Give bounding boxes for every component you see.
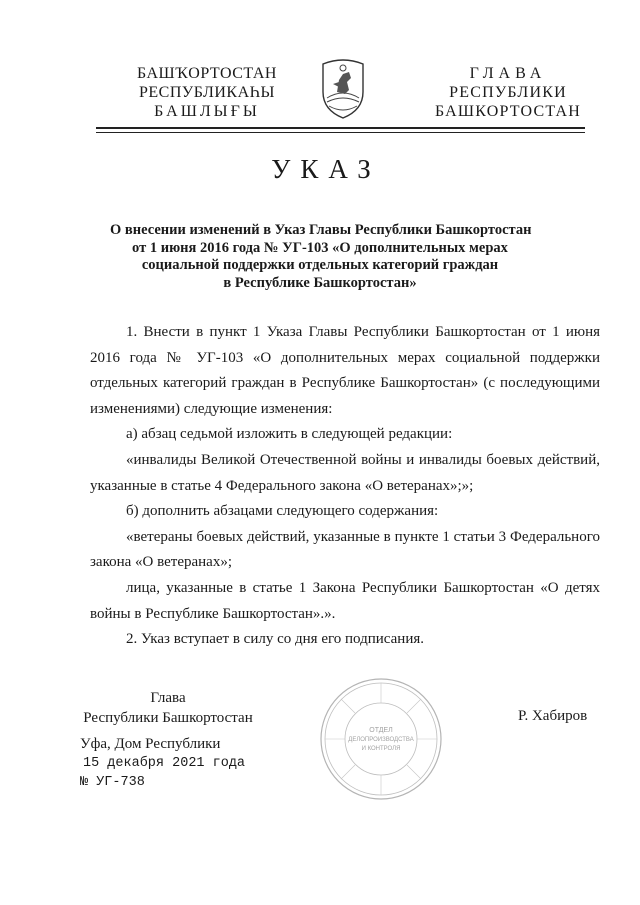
header-divider-thin xyxy=(96,132,585,133)
paragraph-a-text: «инвалиды Великой Отечественной войны и инвалиды боевых действий, указанные в статье 4 Федерального закона «О ветеранах»;»; xyxy=(90,451,600,494)
issue-place: Уфа, Дом Республики xyxy=(80,736,221,752)
post-line: Республики Башкортостан xyxy=(83,710,253,726)
header-left-line: РЕСПУБЛИКАҺЫ xyxy=(139,84,275,101)
seal-inner-text: ОТДЕЛ xyxy=(369,727,393,734)
seal-inner-text: ДЕЛОПРОИЗВОДСТВА xyxy=(348,737,414,743)
paragraph-1: 1. Внести в пункт 1 Указа Главы Республики Башкортостан от 1 июня 2016 года № УГ-103 «О дополнительных мерах социальной поддержки отдельных категорий граждан в Республике Башкортостан» (с последующими изменениями) следующие изменения: xyxy=(90,324,600,417)
header-left-line: БАШҠОРТОСТАН xyxy=(137,65,277,82)
header-left-block xyxy=(127,64,287,121)
subject-line: от 1 июня 2016 года № УГ-103 «О дополнительных мерах xyxy=(132,239,508,256)
header-right-block xyxy=(428,64,588,121)
document-title: УКАЗ xyxy=(271,154,381,184)
signatory-post xyxy=(80,688,256,728)
paragraph-b-text-1: «ветераны боевых действий, указанные в пункте 1 статьи 3 Федерального закона «О ветеранах»; xyxy=(90,528,600,571)
subject-line: в Республике Башкортостан» xyxy=(223,274,417,291)
bashkortostan-emblem-icon xyxy=(319,58,367,120)
decree-subject xyxy=(110,222,530,292)
header-right-line: ГЛАВА xyxy=(469,65,547,82)
header-right-line: БАШКОРТОСТАН xyxy=(434,103,582,120)
paragraph-2: 2. Указ вступает в силу со дня его подписания. xyxy=(126,631,424,648)
post-line: Глава xyxy=(150,690,186,706)
seal-inner-text: И КОНТРОЛЯ xyxy=(361,746,401,752)
decree-body xyxy=(90,320,600,653)
issue-date: 15 декабря 2021 года xyxy=(83,756,246,771)
signatory-name: Р. Хабиров xyxy=(518,708,588,724)
official-seal-stamp xyxy=(318,676,444,802)
header-divider-thick xyxy=(96,127,585,129)
paragraph-a: а) абзац седьмой изложить в следующей редакции: xyxy=(126,426,453,443)
paragraph-b-text-2: лица, указанные в статье 1 Закона Республики Башкортостан «О детях войны в Республике Башкортостан».». xyxy=(90,579,600,622)
issue-details xyxy=(80,735,245,792)
header-left-line: БАШЛЫҒЫ xyxy=(154,103,260,120)
header-right-line: РЕСПУБЛИКИ xyxy=(449,84,567,101)
subject-line: О внесении изменений в Указ Главы Республики Башкортостан xyxy=(110,222,532,238)
subject-line: социальной поддержки отдельных категорий граждан xyxy=(141,257,499,273)
paragraph-b: б) дополнить абзацами следующего содержания: xyxy=(126,503,439,520)
decree-number: № УГ-738 xyxy=(80,775,145,790)
